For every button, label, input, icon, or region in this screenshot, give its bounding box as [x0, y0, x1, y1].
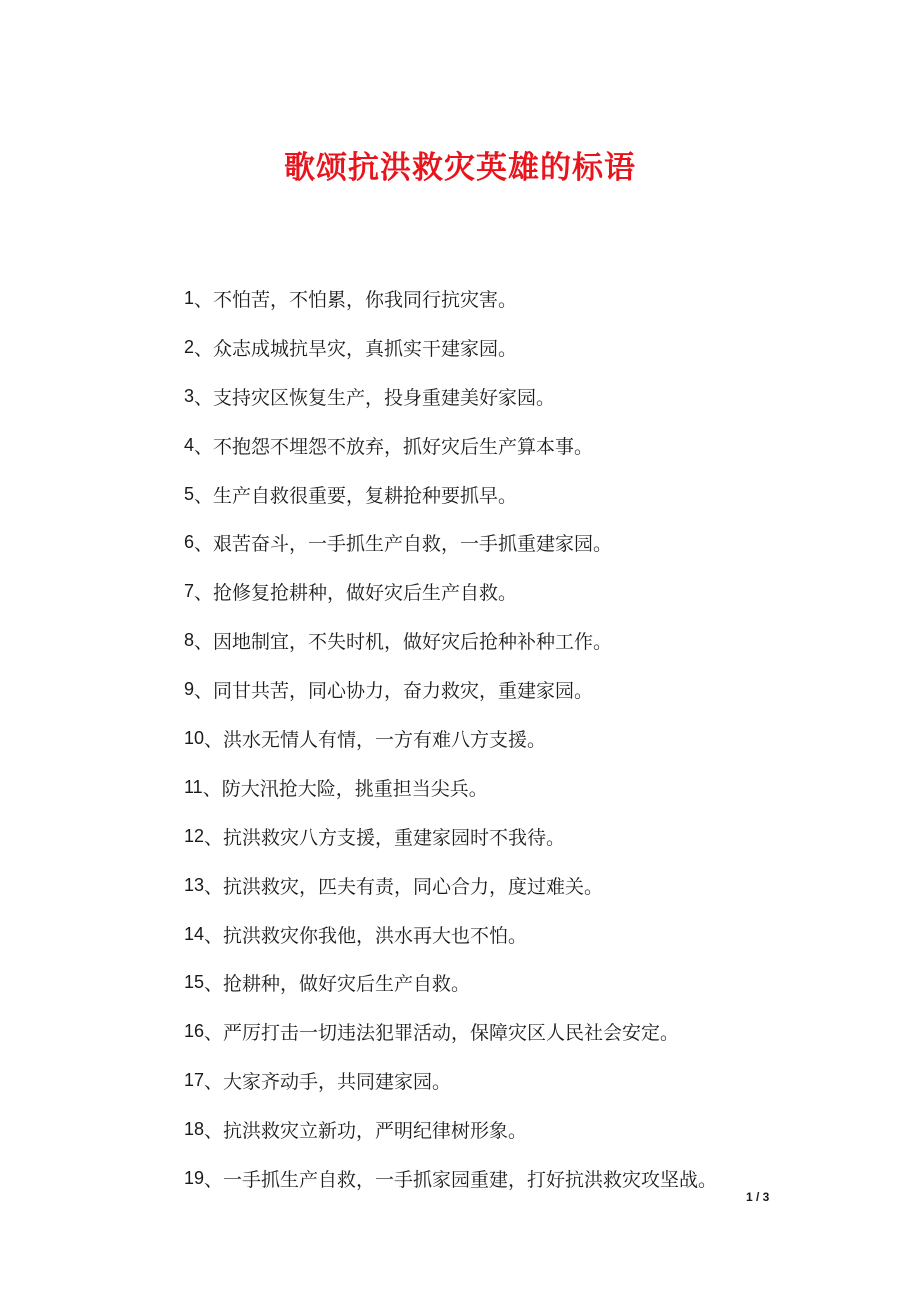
item-number: 13 [184, 874, 205, 895]
item-text: 、洪水无情人有情，一方有难八方支援。 [204, 728, 547, 751]
list-item [184, 616, 844, 665]
item-text: 、不怕苦，不怕累，你我同行抗灾害。 [194, 288, 518, 311]
item-text: 、抗洪救灾你我他，洪水再大也不怕。 [204, 924, 528, 947]
item-number: 19 [184, 1167, 205, 1188]
item-text: 、一手抓生产自救，一手抓家园重建，打好抗洪救灾攻坚战。 [204, 1168, 718, 1191]
list-item [184, 958, 844, 1007]
item-text: 、众志成城抗旱灾，真抓实干建家园。 [194, 337, 518, 360]
item-number: 10 [184, 727, 205, 748]
item-number: 7 [184, 581, 195, 602]
item-text: 、抢耕种，做好灾后生产自救。 [204, 973, 471, 996]
list-item [184, 812, 844, 861]
item-text: 、抗洪救灾，匹夫有责，同心合力，度过难关。 [204, 875, 604, 898]
item-text: 、抗洪救灾立新功，严明纪律树形象。 [204, 1120, 528, 1143]
slogan-list [184, 274, 844, 1203]
item-text: 、艰苦奋斗，一手抓生产自救，一手抓重建家园。 [194, 533, 613, 556]
item-text: 、大家齐动手，共同建家园。 [204, 1071, 452, 1094]
item-number: 9 [184, 679, 195, 700]
list-item [184, 763, 844, 812]
item-number: 5 [184, 483, 195, 504]
item-number: 15 [184, 972, 205, 993]
item-number: 12 [184, 825, 205, 846]
item-text: 、防大汛抢大险，挑重担当尖兵。 [202, 777, 488, 800]
page-number: 1 / 3 [746, 1190, 770, 1204]
item-text: 、生产自救很重要，复耕抢种要抓早。 [194, 484, 518, 507]
page-title: 歌颂抗洪救灾英雄的标语 [284, 150, 636, 186]
list-item [184, 274, 844, 323]
item-number: 3 [184, 385, 195, 406]
list-item [184, 665, 844, 714]
list-item [184, 1056, 844, 1105]
item-text: 、支持灾区恢复生产，投身重建美好家园。 [194, 386, 556, 409]
list-item [184, 1105, 844, 1154]
item-number: 16 [184, 1021, 205, 1042]
item-text: 、不抱怨不埋怨不放弃，抓好灾后生产算本事。 [194, 435, 594, 458]
item-number: 11 [184, 776, 203, 797]
list-item [184, 910, 844, 959]
list-item [184, 1007, 844, 1056]
list-item [184, 1154, 844, 1203]
list-item [184, 323, 844, 372]
list-item [184, 714, 844, 763]
item-number: 1 [184, 287, 195, 308]
list-item [184, 518, 844, 567]
item-text: 、严厉打击一切违法犯罪活动，保障灾区人民社会安定。 [204, 1022, 680, 1045]
item-number: 6 [184, 532, 195, 553]
list-item [184, 372, 844, 421]
item-text: 、抢修复抢耕种，做好灾后生产自救。 [194, 582, 518, 605]
item-number: 18 [184, 1119, 205, 1140]
list-item [184, 861, 844, 910]
list-item [184, 421, 844, 470]
list-item [184, 470, 844, 519]
item-number: 4 [184, 434, 195, 455]
item-text: 、同甘共苦，同心协力，奋力救灾，重建家园。 [194, 680, 594, 703]
item-number: 8 [184, 630, 195, 651]
list-item [184, 567, 844, 616]
item-number: 14 [184, 923, 205, 944]
item-number: 17 [184, 1070, 205, 1091]
item-text: 、抗洪救灾八方支援，重建家园时不我待。 [204, 826, 566, 849]
item-number: 2 [184, 336, 195, 357]
item-text: 、因地制宜，不失时机，做好灾后抢种补种工作。 [194, 631, 613, 654]
